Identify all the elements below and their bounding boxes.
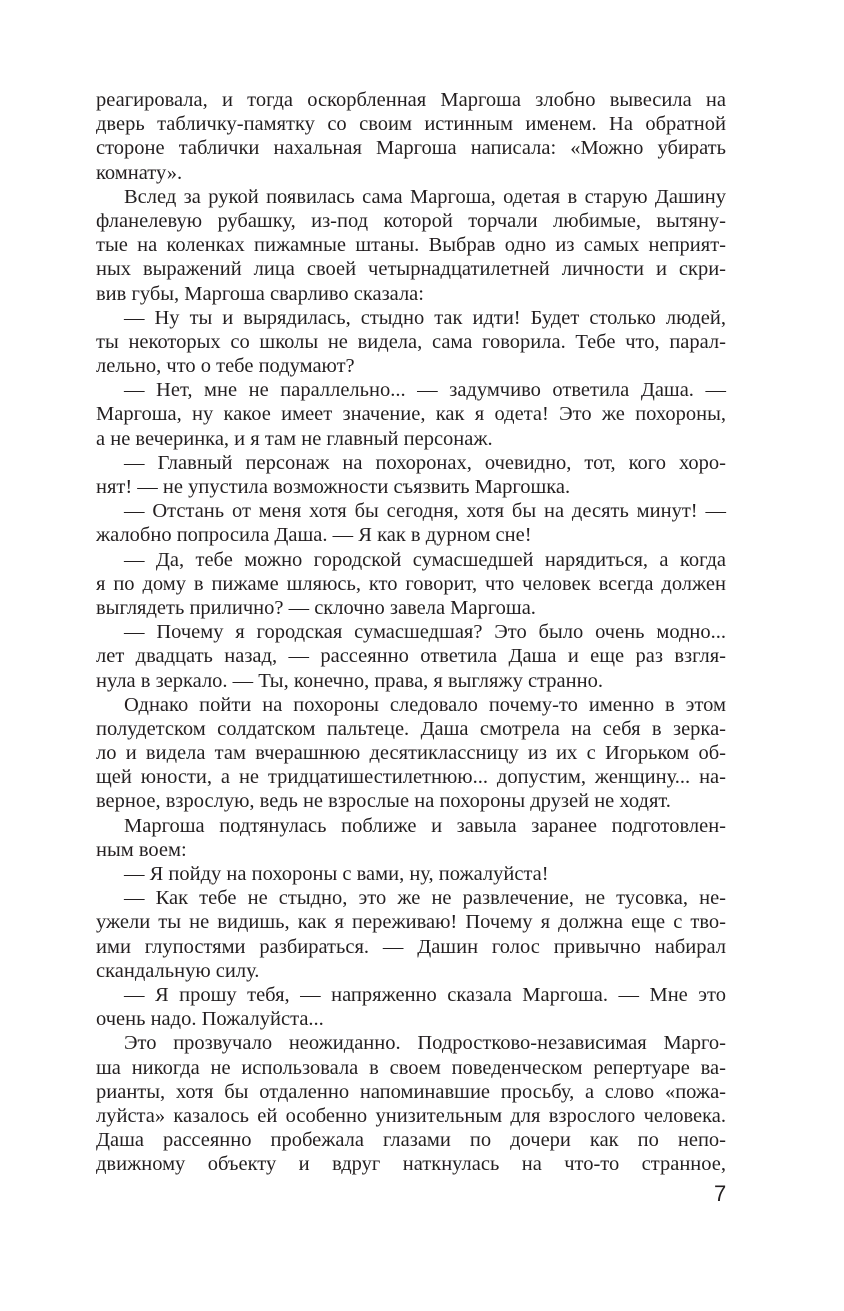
text-line: ным воем:: [96, 838, 187, 861]
text-line: — Отстань от меня хотя бы сегодня, хотя бы на десять минут! —: [124, 500, 726, 523]
text-line: Маргоша подтянулась поближе и завыла заранее подготовлен-: [124, 814, 726, 837]
text-line: — Как тебе не стыдно, это же не развлечение, не тусовка, не-: [124, 887, 726, 910]
text-line: стороне таблички нахальная Маргоша написала: «Можно убирать: [96, 137, 726, 160]
text-line: реагировала, и тогда оскорбленная Маргоша злобно вывесила на: [96, 89, 726, 111]
text-line: жалобно попросила Даша. — Я как в дурном сне!: [96, 524, 532, 547]
text-line: ло и видела там вчерашнюю десятиклассницу из их с Игорьком об-: [96, 742, 726, 765]
text-line: нула в зеркало. — Ты, конечно, права, я выгляжу странно.: [96, 669, 603, 692]
text-line: луйста» казалось ей особенно унизительным для взрослого человека.: [96, 1104, 726, 1127]
text-line: Вслед за рукой появилась сама Маргоша, одетая в старую Дашину: [124, 185, 726, 208]
text-line: лет двадцать назад, — рассеянно ответила Даша и еще раз взгля-: [96, 645, 726, 668]
text-line: верное, взрослую, ведь не взрослые на похороны друзей не ходят.: [96, 790, 671, 813]
text-line: — Я пойду на похороны с вами, ну, пожалуйста!: [124, 863, 549, 885]
text-line: Однако пойти на похороны следовало почему-то именно в этом: [124, 693, 726, 716]
text-line: нят! — не упустила возможности съязвить Маргошка.: [96, 476, 571, 498]
text-line: очень надо. Пожалуйста...: [96, 1008, 324, 1031]
text-line: ими глупостями разбираться. — Дашин голос привычно набирал: [96, 935, 726, 958]
text-line: — Главный персонаж на похоронах, очевидно, тот, кого хоро-: [124, 451, 726, 474]
text-line: ты некоторых со школы не видела, сама говорила. Тебе что, парал-: [96, 330, 726, 353]
text-line: дверь табличку-памятку со своим истинным именем. На обратной: [96, 113, 726, 136]
text-line: я по дому в пижаме шляюсь, кто говорит, что человек всегда должен: [96, 572, 726, 595]
text-line: выглядеть прилично? — склочно завела Маргоша.: [96, 596, 536, 619]
text-line: тые на коленках пижамные штаны. Выбрав одно из самых неприят-: [96, 234, 726, 257]
text-line: ных выражений лица своей четырнадцатилетней личности и скри-: [96, 258, 726, 281]
text-line: Это прозвучало неожиданно. Подростково-независимая Марго-: [124, 1032, 726, 1055]
text-line: ужели ты не видишь, как я переживаю! Почему я должна еще с тво-: [96, 911, 726, 934]
book-page-text: [96, 88, 726, 1176]
text-line: Даша рассеянно пробежала глазами по дочери как по непо-: [96, 1129, 726, 1152]
text-line: Маргоша, ну какое имеет значение, как я одета! Это же похороны,: [96, 403, 726, 426]
text-line: — Я прошу тебя, — напряженно сказала Маргоша. — Мне это: [124, 983, 726, 1006]
text-line: вив губы, Маргоша сварливо сказала:: [96, 282, 424, 305]
text-line: лельно, что о тебе подумают?: [96, 355, 355, 378]
text-line: скандальную силу.: [96, 959, 260, 982]
text-line: движному объекту и вдруг наткнулась на что-то странное,: [96, 1153, 726, 1176]
text-line: — Да, тебе можно городской сумасшедшей нарядиться, а когда: [124, 548, 726, 571]
page-number: 7: [714, 1181, 727, 1206]
text-line: а не вечеринка, и я там не главный персонаж.: [96, 427, 493, 450]
text-line: щей юности, а не тридцатишестилетнюю... допустим, женщину... на-: [96, 766, 726, 789]
text-line: комнату».: [96, 161, 183, 184]
text-line: — Ну ты и вырядилась, стыдно так идти! Будет столько людей,: [124, 306, 726, 329]
text-line: ша никогда не использовала в своем поведенческом репертуаре ва-: [96, 1056, 726, 1079]
text-line: — Нет, мне не параллельно... — задумчиво ответила Даша. —: [124, 379, 726, 402]
text-line: рианты, хотя бы отдаленно напоминавшие просьбу, а слово «пожа-: [96, 1080, 726, 1103]
text-line: — Почему я городская сумасшедшая? Это было очень модно...: [124, 621, 726, 644]
text-line: полудетском солдатском пальтеце. Даша смотрела на себя в зерка-: [96, 717, 726, 740]
text-line: фланелевую рубашку, из-под которой торчали любимые, вытяну-: [96, 209, 726, 232]
